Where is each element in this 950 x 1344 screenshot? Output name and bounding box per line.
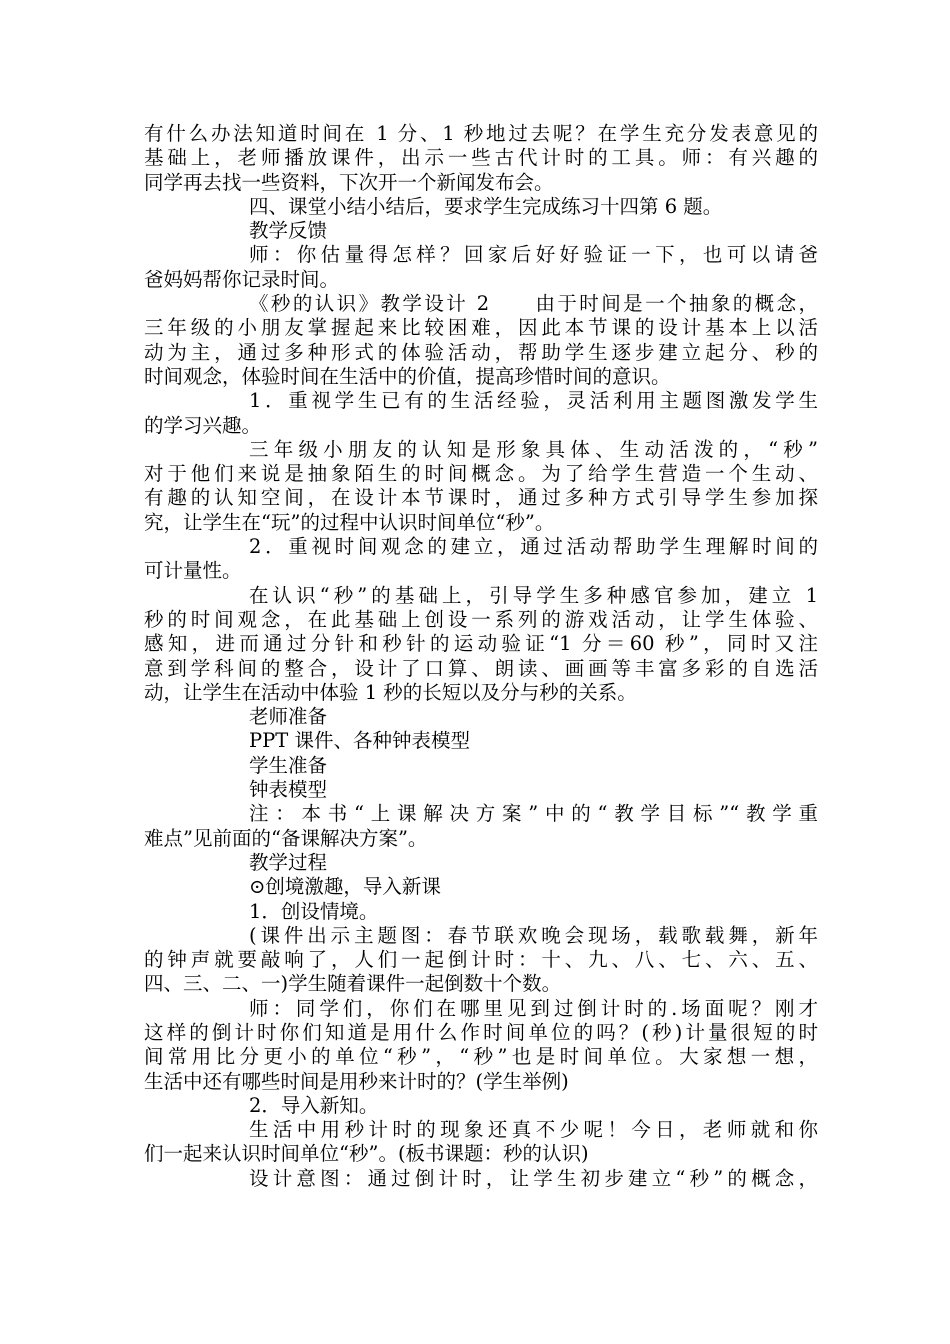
text-line: 三年级的小朋友掌握起来比较困难，因此本节课的设计基本上以活	[144, 316, 818, 340]
text-line: 《秒的认识》教学设计 2 由于时间是一个抽象的概念，	[249, 292, 818, 316]
text-line: 究，让学生在“玩”的过程中认识时间单位“秒”。	[144, 510, 555, 534]
text-line: 对于他们来说是抽象陌生的时间概念。为了给学生营造一个生动、	[144, 462, 818, 486]
text-line: 秒的时间观念，在此基础上创设一系列的游戏活动，让学生体验、	[144, 607, 818, 631]
text-line: 师：同学们，你们在哪里见到过倒计时的.场面呢？刚才	[249, 996, 818, 1020]
text-line: 时间观念，体验时间在生活中的价值，提高珍惜时间的意识。	[144, 364, 671, 388]
text-line: 动，让学生在活动中体验 1 秒的长短以及分与秒的关系。	[144, 680, 637, 704]
text-line: 有趣的认知空间，在设计本节课时，通过多种方式引导学生参加探	[144, 486, 818, 510]
text-line: 四、课堂小结小结后，要求学生完成练习十四第 6 题。	[249, 194, 723, 218]
text-line: 注：本书“上课解决方案”中的“教学目标”“教学重	[249, 802, 818, 826]
text-line: 老师准备	[249, 705, 328, 729]
text-line: 感知，进而通过分针和秒针的运动验证“1 分＝60 秒”，同时又注	[144, 632, 818, 656]
text-line: 设计意图：通过倒计时，让学生初步建立“秒”的概念，	[249, 1166, 818, 1190]
text-line: 2．重视时间观念的建立，通过活动帮助学生理解时间的	[249, 535, 818, 559]
text-line: 同学再去找一些资料，下次开一个新闻发布会。	[144, 170, 554, 194]
text-line: 间常用比分更小的单位“秒”，“秒”也是时间单位。大家想一想，	[144, 1045, 818, 1069]
text-line: 生活中还有哪些时间是用秒来计时的？(学生举例)	[144, 1069, 569, 1093]
text-line: 难点”见前面的“备课解决方案”。	[144, 826, 428, 850]
text-line: 学生准备	[249, 753, 328, 777]
text-line: 的学习兴趣。	[144, 413, 262, 437]
text-line: 基础上，老师播放课件，出示一些古代计时的工具。师：有兴趣的	[144, 146, 818, 170]
text-line: 在认识“秒”的基础上，引导学生多种感官参加，建立 1	[249, 583, 818, 607]
text-line: 意到学科间的整合，设计了口算、朗读、画画等丰富多彩的自选活	[144, 656, 818, 680]
text-line: 爸妈妈帮你记录时间。	[144, 267, 340, 291]
text-line: ⊙创境激趣，导入新课	[249, 875, 441, 899]
text-line: 2．导入新知。	[249, 1093, 379, 1117]
text-line: 可计量性。	[144, 559, 242, 583]
text-line: 们一起来认识时间单位“秒”。(板书课题：秒的认识)	[144, 1142, 589, 1166]
text-line: 1．创设情境。	[249, 899, 379, 923]
text-line: 这样的倒计时你们知道是用什么作时间单位的吗？(秒)计量很短的时	[144, 1020, 818, 1044]
text-line: 钟表模型	[249, 778, 328, 802]
text-line: 教学过程	[249, 850, 328, 874]
text-line: 教学反馈	[249, 219, 328, 243]
text-line: 1．重视学生已有的生活经验，灵活利用主题图激发学生	[249, 389, 818, 413]
text-line: 的钟声就要敲响了，人们一起倒计时：十、九、八、七、六、五、	[144, 948, 818, 972]
text-line: 师：你估量得怎样？回家后好好验证一下，也可以请爸	[249, 243, 818, 267]
text-line: (课件出示主题图：春节联欢晚会现场，载歌载舞，新年	[249, 923, 818, 947]
text-line: 动为主，通过多种形式的体验活动，帮助学生逐步建立起分、秒的	[144, 340, 818, 364]
text-line: 四、三、二、一)学生随着课件一起倒数十个数。	[144, 972, 562, 996]
text-line: PPT 课件、各种钟表模型	[249, 729, 470, 753]
text-line: 三年级小朋友的认知是形象具体、生动活泼的，“秒”	[249, 437, 818, 461]
document-page	[144, 122, 818, 1191]
text-line: 生活中用秒计时的现象还真不少呢！今日，老师就和你	[249, 1118, 818, 1142]
text-line: 有什么办法知道时间在 1 分、1 秒地过去呢？在学生充分发表意见的	[144, 122, 818, 145]
